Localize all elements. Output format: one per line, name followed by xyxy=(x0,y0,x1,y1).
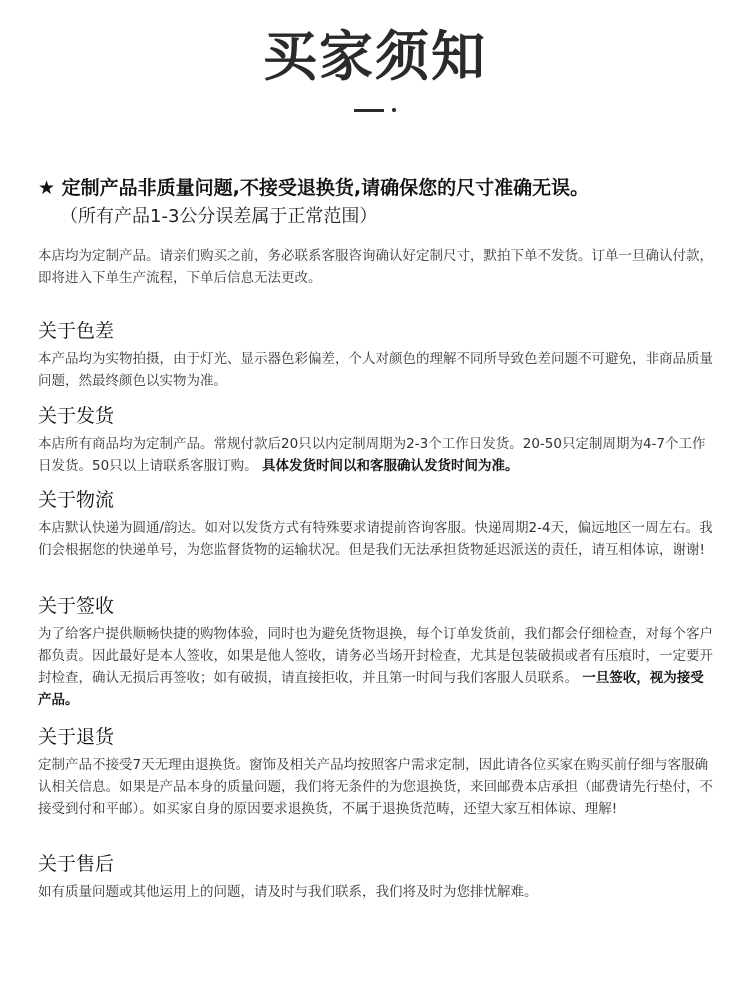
section-title-after-sales: 关于售后 xyxy=(38,853,115,875)
section-text-logistics: 本店默认快递为圆通/韵达。如对以发货方式有特殊要求请提前咨询客服。快递周期2-4天，偏远地区一周左右。我们会根据您的快递单号，为您监督货物的运输状况。但是我们无法承担货物延迟派送的责任，请互相体谅，谢谢! xyxy=(38,520,713,558)
section-returns xyxy=(38,724,714,820)
section-shipping xyxy=(38,403,714,477)
section-after-sales xyxy=(38,851,714,903)
shipping-bold-note: 具体发货时间以和客服确认发货时间为准。 xyxy=(261,458,519,474)
signing-bold-note: 一旦签收，视为接受产品。 xyxy=(38,670,704,708)
shipping-text: 本店所有商品均为定制产品。常规付款后20只以内定制周期为2-3个工作日发货。20-50只定制周期为4-7个工作日发货。50只以上请联系客服订购。 xyxy=(38,436,706,474)
intro-paragraph: 本店均为定制产品。请亲们购买之前，务必联系客服咨询确认好定制尺寸，默拍下单不发货。订单一旦确认付款，即将进入下单生产流程，下单后信息无法更改。 xyxy=(38,248,713,286)
section-title-logistics: 关于物流 xyxy=(38,489,115,511)
page-title: 买家须知 xyxy=(263,25,487,88)
custom-product-notice: ★ 定制产品非质量问题,不接受退换货,请确保您的尺寸准确无误。 xyxy=(38,177,590,199)
section-logistics xyxy=(38,487,714,561)
section-title-returns: 关于退货 xyxy=(38,726,115,748)
section-title-signing: 关于签收 xyxy=(38,595,115,617)
title-divider xyxy=(354,109,384,112)
section-title-shipping: 关于发货 xyxy=(38,405,115,427)
section-text-returns: 定制产品不接受7天无理由退换货。窗饰及相关产品均按照客户需求定制，因此请各位买家在购买前仔细与客服确认相关信息。如果是产品本身的质量问题，我们将无条件的为您退换货，来回邮费本店承担（邮费请先行垫付，不接受到付和平邮）。如买家自身的原因要求退换货，不属于退换货范畴，还望大家互相体谅、理解! xyxy=(38,757,713,817)
section-text-shipping xyxy=(38,433,714,477)
section-title-color: 关于色差 xyxy=(38,320,115,342)
section-text-after-sales: 如有质量问题或其他运用上的问题，请及时与我们联系，我们将及时为您排忧解难。 xyxy=(38,884,538,900)
section-signing xyxy=(38,593,714,711)
signing-text: 为了给客户提供顺畅快捷的购物体验，同时也为避免货物退换，每个订单发货前，我们都会仔细检查，对每个客户都负责。因此最好是本人签收，如果是他人签收，请务必当场开封检查，尤其是包装破损或者有压痕时，一定要开封检查，确认无损后再签收；如有破损，请直接拒收，并且第一时间与我们客服人员联系。 xyxy=(38,626,713,686)
title-divider-dot xyxy=(392,108,396,112)
tolerance-note: （所有产品1-3公分误差属于正常范围） xyxy=(60,206,378,227)
section-text-color: 本产品均为实物拍摄，由于灯光、显示器色彩偏差，个人对颜色的理解不同所导致色差问题不可避免，非商品质量问题，然最终颜色以实物为准。 xyxy=(38,351,713,389)
section-color-difference xyxy=(38,318,714,392)
section-text-signing xyxy=(38,623,714,711)
